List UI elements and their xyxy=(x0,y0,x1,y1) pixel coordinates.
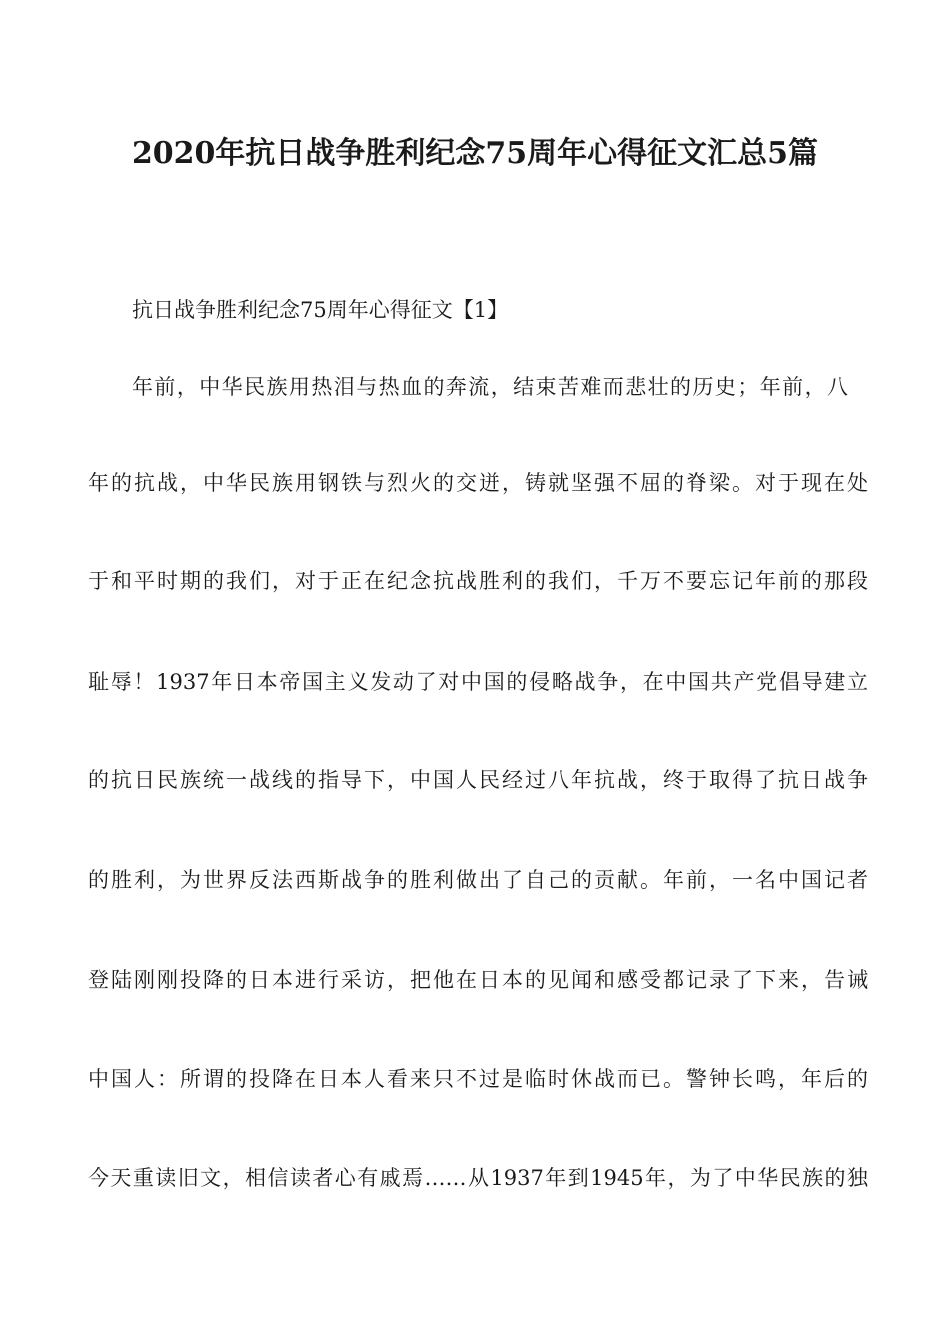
paragraph-line: 中国人：所谓的投降在日本人看来只不过是临时休战而已。警钟长鸣，年后的 xyxy=(88,1067,868,1091)
paragraph-line: 年前，中华民族用热泪与热血的奔流，结束苦难而悲壮的历史；年前，八 xyxy=(132,375,848,399)
paragraph-line: 于和平时期的我们，对于正在纪念抗战胜利的我们，千万不要忘记年前的那段 xyxy=(88,569,868,593)
paragraph-line: 的胜利，为世界反法西斯战争的胜利做出了自己的贡献。年前，一名中国记者 xyxy=(88,868,868,892)
paragraph-line: 年的抗战，中华民族用钢铁与烈火的交迸，铸就坚强不屈的脊梁。对于现在处 xyxy=(88,471,868,495)
section-heading: 抗日战争胜利纪念75周年心得征文【1】 xyxy=(132,298,509,322)
paragraph-line: 今天重读旧文，相信读者心有戚焉……从1937年到1945年，为了中华民族的独 xyxy=(88,1166,868,1190)
paragraph-line: 的抗日民族统一战线的指导下，中国人民经过八年抗战，终于取得了抗日战争 xyxy=(88,768,868,792)
paragraph-line: 登陆刚刚投降的日本进行采访，把他在日本的见闻和感受都记录了下来，告诫 xyxy=(88,968,868,992)
paragraph-line: 耻辱！1937年日本帝国主义发动了对中国的侵略战争，在中国共产党倡导建立 xyxy=(88,670,868,694)
document-title: 2020年抗日战争胜利纪念75周年心得征文汇总5篇 xyxy=(131,136,819,171)
